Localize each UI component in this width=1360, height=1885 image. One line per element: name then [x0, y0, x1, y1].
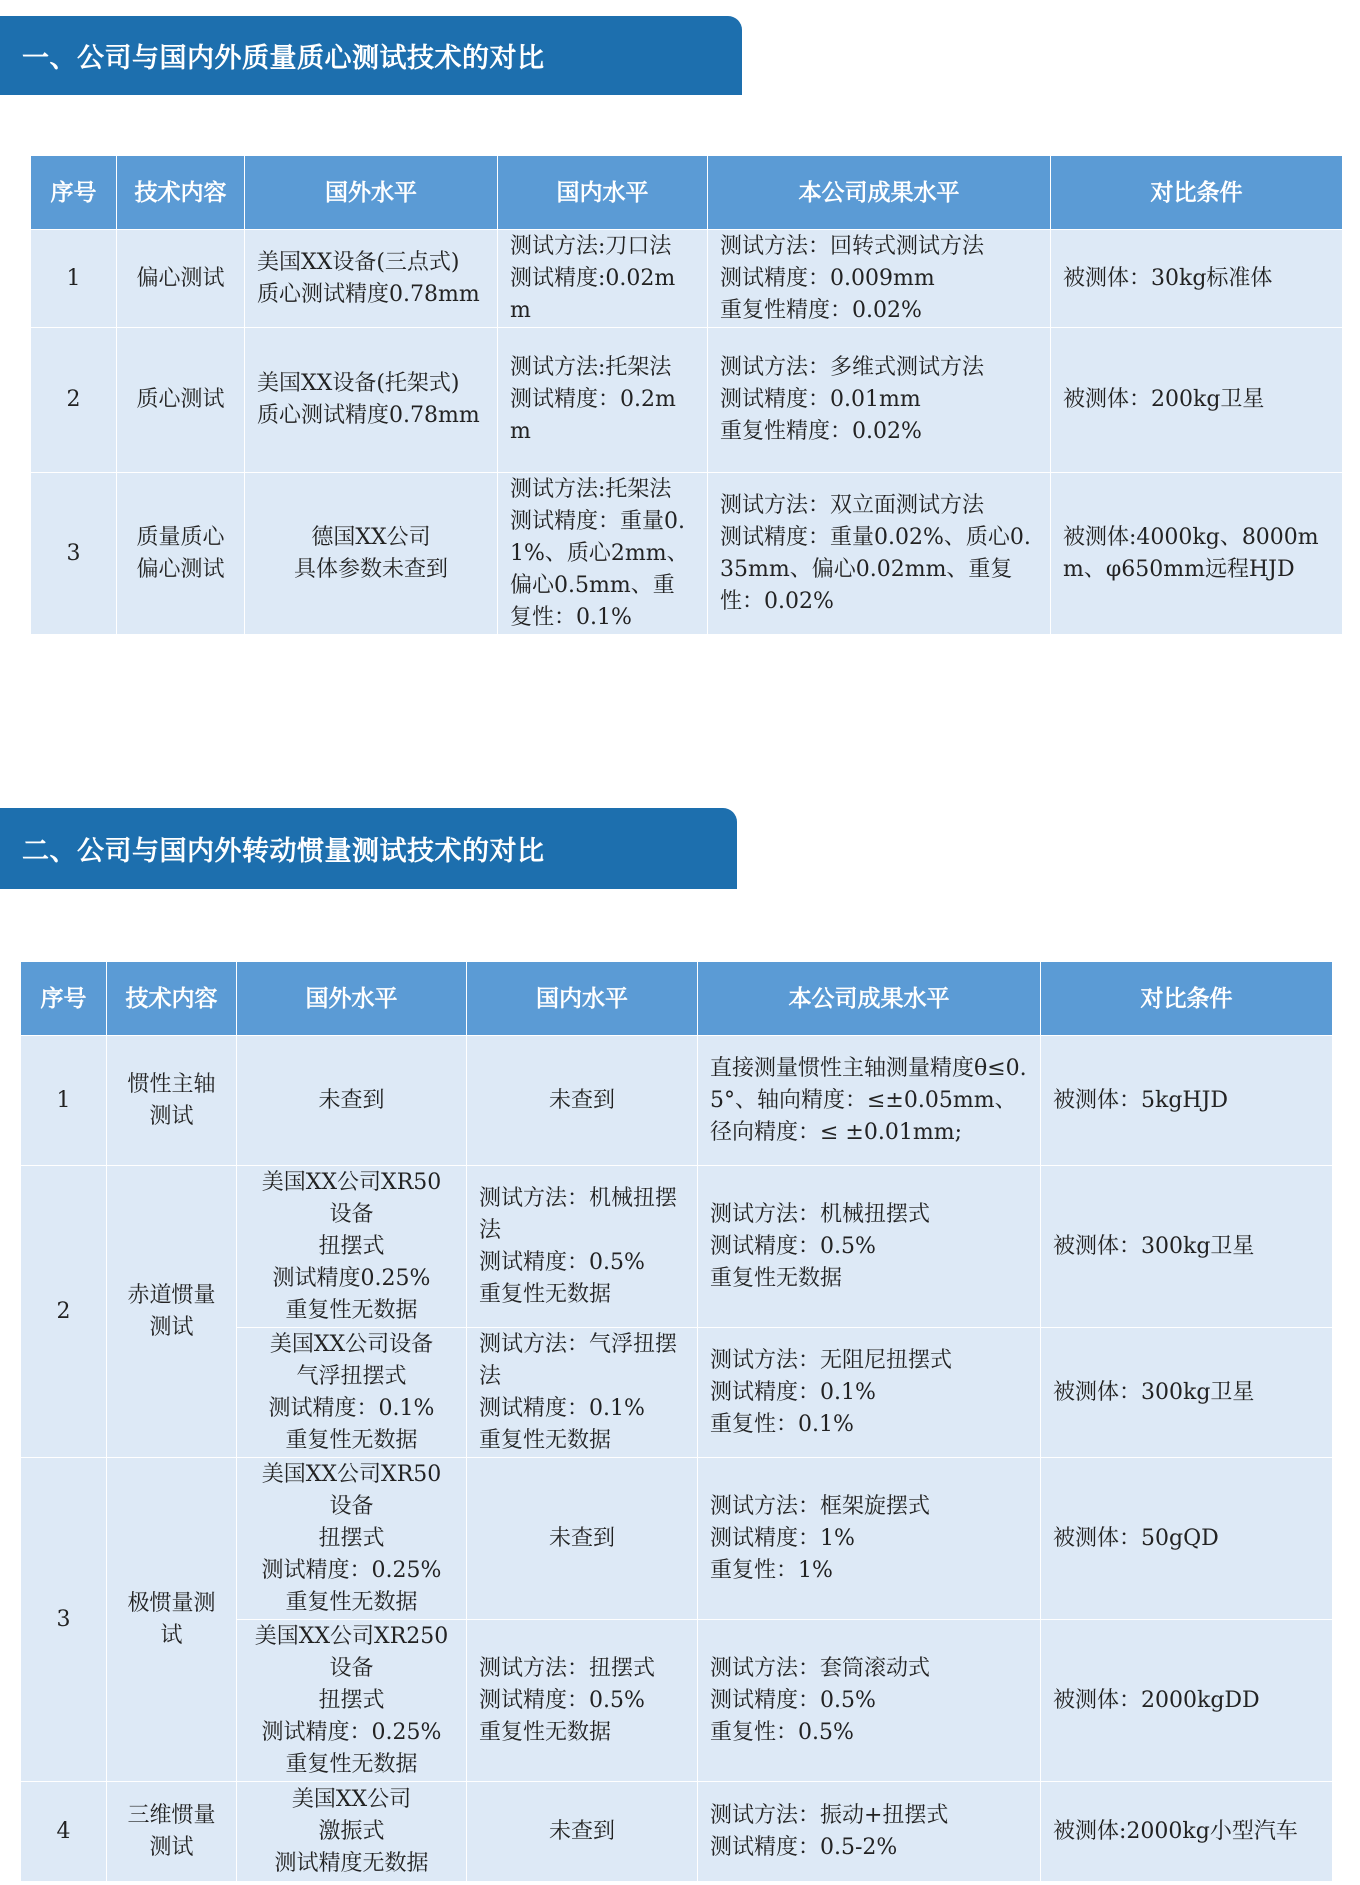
- cell-company: 测试方法：套筒滚动式 测试精度：0.5% 重复性：0.5%: [698, 1620, 1041, 1782]
- cell-index: 3: [21, 1458, 107, 1782]
- cell-company: 测试方法：无阻尼扭摆式 测试精度：0.1% 重复性：0.1%: [698, 1328, 1041, 1458]
- cell-foreign: 未查到: [237, 1036, 467, 1166]
- cell-content: 三维惯量 测试: [107, 1782, 237, 1882]
- cell-domestic: 测试方法：扭摆式 测试精度：0.5% 重复性无数据: [467, 1620, 698, 1782]
- cell-company: 测试方法：振动+扭摆式 测试精度：0.5-2%: [698, 1782, 1041, 1882]
- header-index: 序号: [21, 962, 107, 1036]
- cell-company: 测试方法：机械扭摆式 测试精度：0.5% 重复性无数据: [698, 1166, 1041, 1328]
- cell-domestic: 未查到: [467, 1458, 698, 1620]
- table-row: [21, 1036, 1333, 1166]
- cell-content: 极惯量测 试: [107, 1458, 237, 1782]
- cell-domestic: 未查到: [467, 1036, 698, 1166]
- cell-foreign: 美国XX设备(托架式) 质心测试精度0.78mm: [245, 328, 498, 473]
- cell-foreign: 美国XX公司XR250 设备 扭摆式 测试精度：0.25% 重复性无数据: [237, 1620, 467, 1782]
- section1-title: 一、公司与国内外质量质心测试技术的对比: [22, 43, 545, 74]
- cell-content: 惯性主轴 测试: [107, 1036, 237, 1166]
- cell-domestic: 测试方法:托架法 测试精度：重量0.1%、质心2mm、偏心0.5mm、重复性：0.1%: [498, 473, 708, 635]
- cell-condition: 被测体：300kg卫星: [1041, 1328, 1333, 1458]
- cell-condition: 被测体：200kg卫星: [1051, 328, 1343, 473]
- header-company: 本公司成果水平: [708, 156, 1051, 230]
- table-row: [21, 1166, 1333, 1328]
- cell-foreign: 美国XX公司XR50 设备 扭摆式 测试精度0.25% 重复性无数据: [237, 1166, 467, 1328]
- header-condition: 对比条件: [1051, 156, 1343, 230]
- cell-foreign: 美国XX设备(三点式) 质心测试精度0.78mm: [245, 230, 498, 328]
- cell-content: 赤道惯量 测试: [107, 1166, 237, 1458]
- cell-index: 4: [21, 1782, 107, 1882]
- header-domestic: 国内水平: [467, 962, 698, 1036]
- cell-content: 质心测试: [117, 328, 245, 473]
- cell-content: 质量质心 偏心测试: [117, 473, 245, 635]
- header-company: 本公司成果水平: [698, 962, 1041, 1036]
- cell-content: 偏心测试: [117, 230, 245, 328]
- cell-index: 3: [31, 473, 117, 635]
- table-row: [31, 328, 1343, 473]
- cell-condition: 被测体:4000kg、8000mm、φ650mm远程HJD: [1051, 473, 1343, 635]
- cell-company: 测试方法：框架旋摆式 测试精度：1% 重复性：1%: [698, 1458, 1041, 1620]
- cell-index: 2: [21, 1166, 107, 1458]
- cell-condition: 被测体：2000kgDD: [1041, 1620, 1333, 1782]
- header-condition: 对比条件: [1041, 962, 1333, 1036]
- header-content: 技术内容: [107, 962, 237, 1036]
- cell-company: 测试方法：回转式测试方法 测试精度：0.009mm 重复性精度：0.02%: [708, 230, 1051, 328]
- cell-index: 1: [21, 1036, 107, 1166]
- cell-foreign: 德国XX公司 具体参数未查到: [245, 473, 498, 635]
- cell-domestic: 测试方法:托架法 测试精度：0.2mm: [498, 328, 708, 473]
- cell-company: 测试方法：多维式测试方法 测试精度：0.01mm 重复性精度：0.02%: [708, 328, 1051, 473]
- header-domestic: 国内水平: [498, 156, 708, 230]
- cell-condition: 被测体:2000kg小型汽车: [1041, 1782, 1333, 1882]
- cell-company: 直接测量惯性主轴测量精度θ≤0.5°、轴向精度：≤±0.05mm、径向精度：≤ ±0.01mm;: [698, 1036, 1041, 1166]
- header-foreign: 国外水平: [237, 962, 467, 1036]
- section2-title: 二、公司与国内外转动惯量测试技术的对比: [22, 836, 545, 867]
- cell-foreign: 美国XX公司 激振式 测试精度无数据: [237, 1782, 467, 1882]
- cell-condition: 被测体：50gQD: [1041, 1458, 1333, 1620]
- cell-condition: 被测体：300kg卫星: [1041, 1166, 1333, 1328]
- table-row: [21, 1458, 1333, 1620]
- cell-foreign: 美国XX公司XR50 设备 扭摆式 测试精度：0.25% 重复性无数据: [237, 1458, 467, 1620]
- table-row: [31, 230, 1343, 328]
- table-row: [21, 1782, 1333, 1882]
- cell-domestic: 测试方法:刀口法 测试精度:0.02mm: [498, 230, 708, 328]
- cell-domestic: 测试方法：气浮扭摆法 测试精度：0.1% 重复性无数据: [467, 1328, 698, 1458]
- header-foreign: 国外水平: [245, 156, 498, 230]
- cell-foreign: 美国XX公司设备 气浮扭摆式 测试精度：0.1% 重复性无数据: [237, 1328, 467, 1458]
- section1-title-banner: [0, 16, 742, 95]
- cell-condition: 被测体：30kg标准体: [1051, 230, 1343, 328]
- section2-title-banner: [0, 808, 737, 889]
- cell-company: 测试方法：双立面测试方法 测试精度：重量0.02%、质心0.35mm、偏心0.02mm、重复性：0.02%: [708, 473, 1051, 635]
- cell-index: 2: [31, 328, 117, 473]
- header-index: 序号: [31, 156, 117, 230]
- table-row: [31, 473, 1343, 635]
- table-header-row: [21, 962, 1333, 1036]
- table-header-row: [31, 156, 1343, 230]
- inertia-comparison-table: [20, 961, 1333, 1882]
- cell-domestic: 未查到: [467, 1782, 698, 1882]
- cell-index: 1: [31, 230, 117, 328]
- mass-centroid-comparison-table: [30, 155, 1343, 635]
- header-content: 技术内容: [117, 156, 245, 230]
- cell-domestic: 测试方法：机械扭摆法 测试精度：0.5% 重复性无数据: [467, 1166, 698, 1328]
- cell-condition: 被测体：5kgHJD: [1041, 1036, 1333, 1166]
